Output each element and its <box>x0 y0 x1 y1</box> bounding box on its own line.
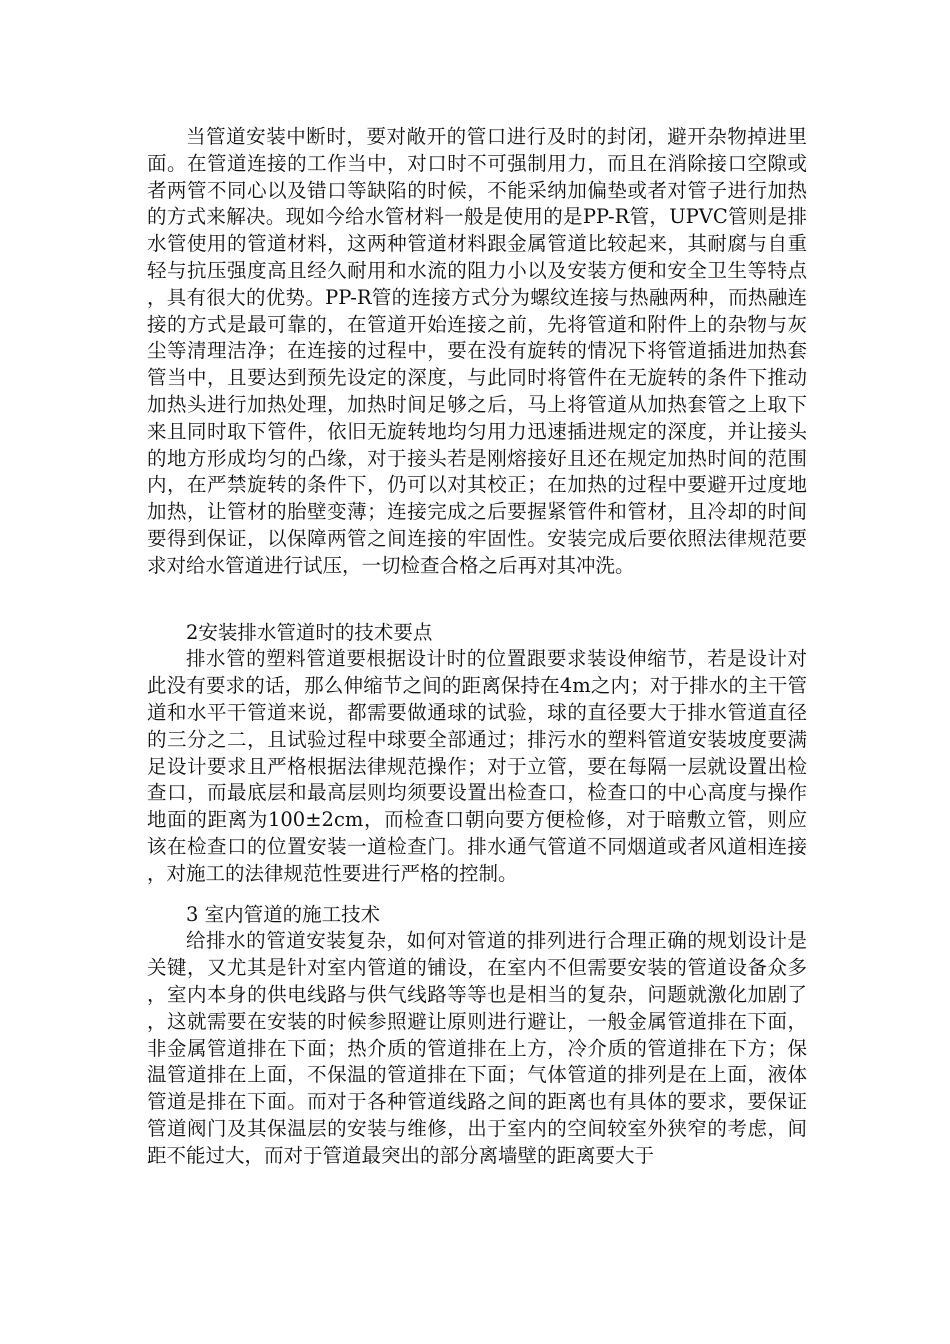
paragraph-indoor-technique: 给排水的管道安装复杂，如何对管道的排列进行合理正确的规划设计是关键，又尤其是针对室内管道的铺设，在室内不但需要安装的管道设备众多，室内本身的供电线路与供气线路等等也是相当的复杂，问题就激化加剧了，这就需要在安装的时候参照避让原则进行避让，一般金属管道排在下面，非金属管道排在下面；热介质的管道排在上方，冷介质的管道排在下方；保温管道排在上面，不保温的管道排在下面；气体管道的排列是在上面，液体管道是排在下面。而对于各种管道线路之间的距离也有具体的要求，要保证管道阀门及其保温层的安装与维修，出于室内的空间较室外狭窄的考虑，间距不能过大，而对于管道最突出的部分离墙壁的距离要大于 <box>147 929 807 1167</box>
document-page <box>147 124 807 1169</box>
section-heading-drainage: 2安装排水管道时的技术要点 <box>186 620 433 644</box>
section-heading-indoor: 3 室内管道的施工技术 <box>186 902 381 926</box>
section-spacer <box>147 580 807 620</box>
paragraph-water-pipe-connection: 当管道安装中断时，要对敞开的管口进行及时的封闭，避开杂物掉进里面。在管道连接的工作当中，对口时不可强制用力，而且在消除接口空隙或者两管不同心以及错口等缺陷的时候，不能采纳加偏垫或者对管子进行加热的方式来解决。现如今给水管材料一般是使用的是PP-R管，UPVC管则是排水管使用的管道材料，这两种管道材料跟金属管道比较起来，其耐腐与自重轻与抗压强度高且经久耐用和水流的阻力小以及安装方便和安全卫生等特点，具有很大的优势。PP-R管的连接方式分为螺纹连接与热融两种，而热融连接的方式是最可靠的，在管道开始连接之前，先将管道和附件上的杂物与灰尘等清理洁净；在连接的过程中，要在没有旋转的情况下将管道插进加热套管当中，且要达到预先设定的深度，与此同时将管件在无旋转的条件下推动加热头进行加热处理，加热时间足够之后，马上将管道从加热套管之上取下来且同时取下管件，依旧无旋转地均匀用力迅速插进规定的深度，并让接头的地方形成均匀的凸缘，对于接头若是刚熔接好且还在规定加热时间的范围内，在严禁旋转的条件下，仍可以对其校正；在加热的过程中要避开过度地加热，让管材的胎壁变薄；连接完成之后要握紧管件和管材，且冷却的时间要得到保证，以保障两管之间连接的牢固性。安装完成后要依照法律规范要求对给水管道进行试压，一切检查合格之后再对其冲洗。 <box>147 125 807 577</box>
paragraph-drainage-technique: 排水管的塑料管道要根据设计时的位置跟要求装设伸缩节，若是设计对此没有要求的话，那么伸缩节之间的距离保持在4m之内；对于排水的主干管道和水平干管道来说，都需要做通球的试验，球的直径要大于排水管道直径的三分之二，且试验过程中球要全部通过；排污水的塑料管道安装坡度要满足设计要求且严格根据法律规范操作；对于立管，要在每隔一层就设置出检查口，而最底层和最高层则均须要设置出检查口，检查口的中心高度与操作地面的距离为100±2cm，而检查口朝向要方便检修，对于暗敷立管，则应该在检查口的位置安装一道检查门。排水通气管道不同烟道或者风道相连接，对施工的法律规范性要进行严格的控制。 <box>147 647 807 885</box>
section-spacer <box>147 888 807 902</box>
